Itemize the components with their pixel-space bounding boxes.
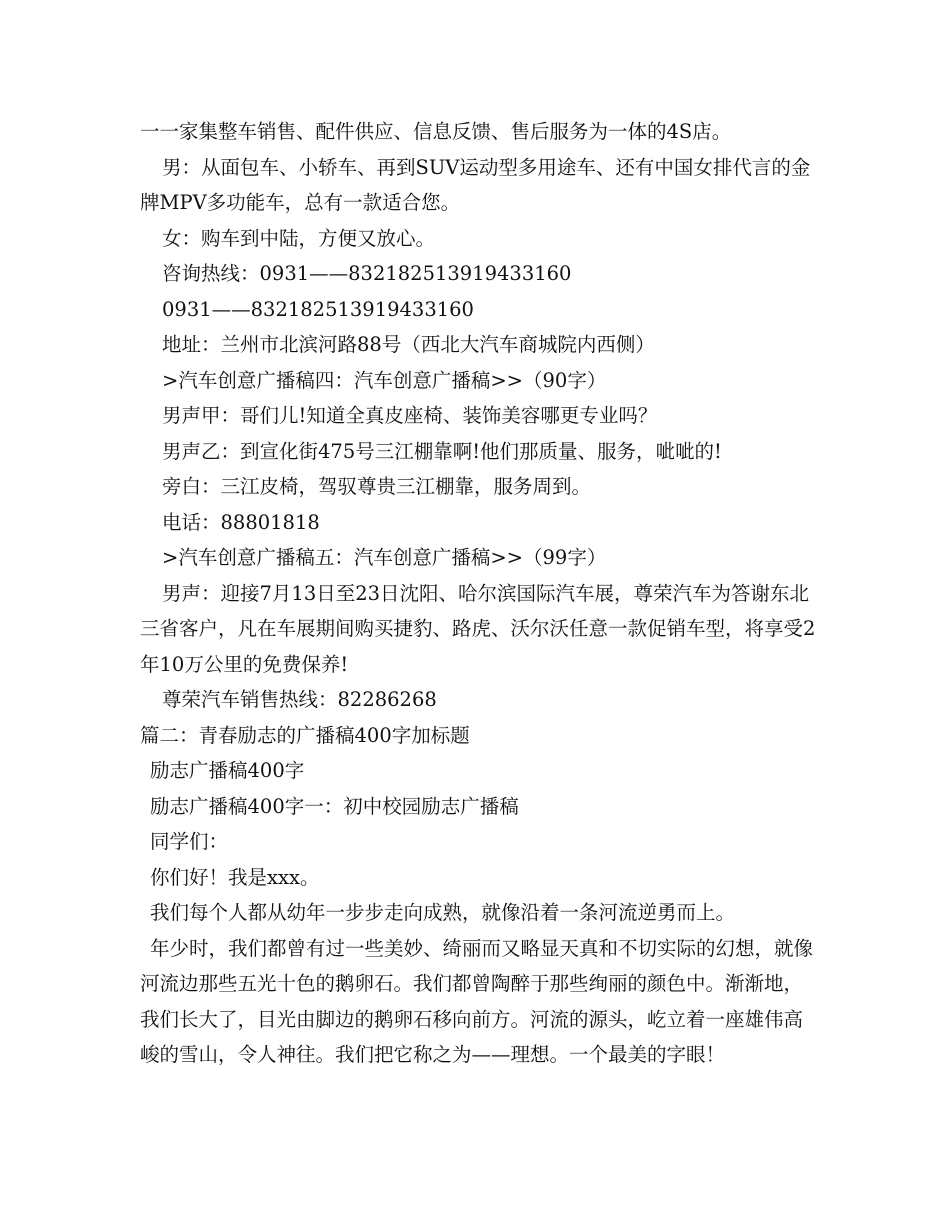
paragraph: 一一家集整车销售、配件供应、信息反馈、售后服务为一体的4S店。 [140,120,732,143]
paragraph: 你们好！我是xxx。 [150,865,320,889]
paragraph: >汽车创意广播稿五：汽车创意广播稿>>（99字） [162,546,607,569]
paragraph: 电话：88801818 [162,510,320,534]
paragraph: 男：从面包车、小轿车、再到SUV运动型多用途车、还有中国女排代言的金牌MPV多功能车，总有一款适合您。 [140,155,811,214]
paragraph: 女：购车到中陆，方便又放心。 [162,226,436,250]
paragraph: 励志广播稿400字 [150,759,305,782]
paragraph: 年少时，我们都曾有过一些美妙、绮丽而又略显天真和不切实际的幻想，就像河流边那些五光十色的鹅卵石。我们都曾陶醉于那些绚丽的颜色中。渐渐地，我们长大了，目光由脚边的鹅卵石移向前方。河流的源头，屹立着一座雄伟高峻的雪山，令人神往。我们把它称之为——理想。一个最美的字眼！ [140,936,814,1066]
paragraph: 尊荣汽车销售热线：82286268 [162,688,437,711]
paragraph: 我们每个人都从幼年一步步走向成熟，就像沿着一条河流逆勇而上。 [150,901,736,924]
paragraph: 旁白：三江皮椅，驾驭尊贵三江棚靠，服务周到。 [162,475,592,498]
paragraph: 男声乙：到宣化街475号三江棚靠啊!他们那质量、服务，呲呲的! [162,439,722,463]
paragraph: 励志广播稿400字一：初中校园励志广播稿 [150,794,519,818]
paragraph: 0931——832182513919433160 [162,297,474,321]
paragraph: >汽车创意广播稿四：汽车创意广播稿>>（90字） [162,368,607,392]
paragraph: 同学们： [150,830,229,853]
section-heading: 篇二：青春励志的广播稿400字加标题 [140,723,470,747]
paragraph: 男声：迎接7月13日至23日沈阳、哈尔滨国际汽车展，尊荣汽车为答谢东北三省客户，凡在车展期间购买捷豹、路虎、沃尔沃任意一款促销车型，将享受2年10万公里的免费保养! [140,581,816,676]
document-body [140,114,820,1073]
paragraph: 地址：兰州市北滨河路88号（西北大汽车商城院内西侧） [162,333,655,356]
paragraph: 男声甲：哥们儿!知道全真皮座椅、装饰美容哪更专业吗？ [162,404,658,427]
paragraph: 咨询热线：0931——832182513919433160 [162,262,572,285]
